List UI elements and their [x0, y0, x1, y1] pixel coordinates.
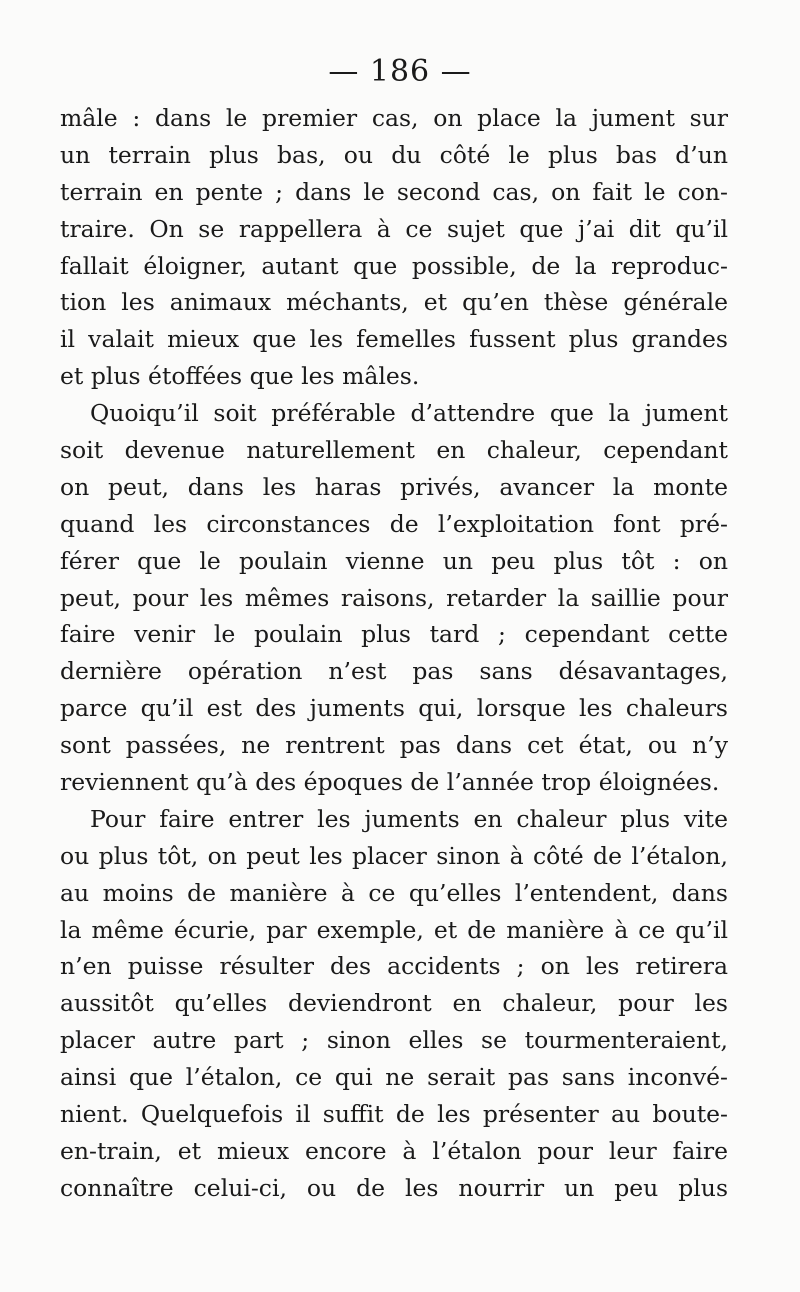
- text-line: peut, pour les mêmes raisons, retarder la saillie pour: [60, 583, 728, 612]
- text-line: fallait éloigner, autant que possible, de la reproduc-: [60, 251, 728, 280]
- text-line: férer que le poulain vienne un peu plus tôt : on: [60, 546, 728, 575]
- text-line: terrain en pente ; dans le second cas, on fait le con-: [60, 177, 728, 206]
- text-line: aussitôt qu’elles deviendront en chaleur, pour les: [60, 989, 728, 1018]
- text-line: la même écurie, par exemple, et de manière à ce qu’il: [60, 915, 728, 944]
- text-line: parce qu’il est des juments qui, lorsque les chaleurs: [60, 694, 728, 723]
- text-line: ainsi que l’étalon, ce qui ne serait pas sans inconvé-: [60, 1063, 728, 1092]
- text-line: Quoiqu’il soit préférable d’attendre que la jument: [90, 399, 728, 428]
- text-line: reviennent qu’à des époques de l’année trop éloignées.: [60, 768, 720, 797]
- text-line: dernière opération n’est pas sans désavantages,: [60, 657, 728, 686]
- text-line: soit devenue naturellement en chaleur, cependant: [60, 436, 728, 465]
- text-line: placer autre part ; sinon elles se tourmenteraient,: [60, 1026, 728, 1055]
- text-line: n’en puisse résulter des accidents ; on les retirera: [60, 952, 728, 981]
- text-line: on peut, dans les haras privés, avancer la monte: [60, 472, 728, 501]
- text-line: traire. On se rappellera à ce sujet que j’ai dit qu’il: [60, 214, 728, 243]
- page-number: — 186 —: [328, 54, 472, 89]
- text-line: et plus étoffées que les mâles.: [60, 362, 420, 391]
- text-line: mâle : dans le premier cas, on place la jument sur: [60, 104, 728, 132]
- text-line: faire venir le poulain plus tard ; cependant cette: [60, 620, 728, 649]
- text-line: Pour faire entrer les juments en chaleur plus vite: [90, 804, 728, 833]
- text-line: il valait mieux que les femelles fussent plus grandes: [60, 325, 728, 354]
- text-line: ou plus tôt, on peut les placer sinon à côté de l’étalon,: [60, 841, 728, 870]
- text-line: sont passées, ne rentrent pas dans cet état, ou n’y: [60, 731, 728, 760]
- text-line: un terrain plus bas, ou du côté le plus bas d’un: [60, 140, 728, 169]
- text-line: nient. Quelquefois il suffit de les présenter au boute-: [60, 1100, 728, 1129]
- body-text: [60, 100, 728, 1207]
- text-line: quand les circonstances de l’exploitation font pré-: [60, 509, 728, 538]
- text-line: au moins de manière à ce qu’elles l’entendent, dans: [60, 878, 728, 907]
- text-line: connaître celui-ci, ou de les nourrir un peu plus: [60, 1173, 728, 1202]
- text-line: en-train, et mieux encore à l’étalon pour leur faire: [60, 1136, 728, 1165]
- text-line: tion les animaux méchants, et qu’en thèse générale: [60, 288, 728, 317]
